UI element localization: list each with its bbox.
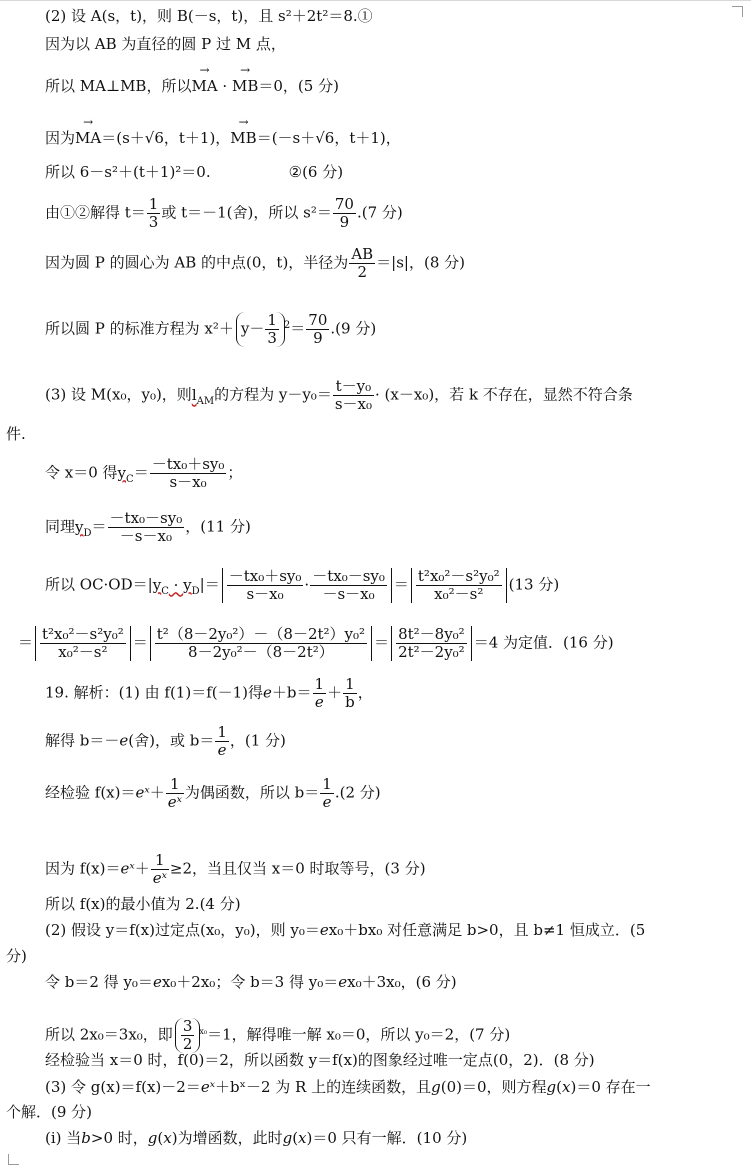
text-segment: x₀＋bx₀ 对任意满足 b>0，且 b≠1 恒成立．(5 <box>328 921 646 939</box>
text-segment: ，(11 分) <box>185 517 251 536</box>
numerator: 1 <box>151 852 169 870</box>
text-segment: y－ <box>240 319 265 338</box>
text-line: (2) 设 A(s，t)，则 B(－s，t)，且 s²＋2t²＝8.① <box>45 7 373 25</box>
text-segment: · <box>304 575 310 594</box>
symbol: x <box>298 1129 307 1147</box>
fraction <box>416 568 502 603</box>
text-segment: ＝ <box>18 633 34 652</box>
text-segment: ＋ <box>327 683 343 702</box>
denominator: 3 <box>267 329 277 347</box>
symbol: e <box>263 683 272 702</box>
text-segment: 因为 <box>45 129 76 147</box>
subscript: D <box>191 585 200 597</box>
numerator: t²x₀²－s²y₀² <box>417 567 500 585</box>
text-segment: ＝1，解得唯一解 x₀＝0，所以 y₀＝2，(7 分) <box>207 1025 511 1044</box>
text-line <box>18 626 614 661</box>
fraction <box>108 510 185 545</box>
text-segment: ＋ <box>149 783 165 802</box>
numerator: 1 <box>166 776 184 794</box>
text-segment: ＋bˣ－2 为 R 上的连续函数，且 <box>215 1078 432 1096</box>
fraction <box>215 724 229 759</box>
text-segment: 令 x＝0 得 <box>45 463 118 482</box>
text-segment: 经检验 f(x)＝ <box>45 783 136 802</box>
text-line: 件. <box>6 425 26 443</box>
text-line <box>45 246 465 281</box>
text-line <box>45 776 381 811</box>
fraction <box>227 568 304 603</box>
text-line <box>45 1077 651 1097</box>
numerator: －tx₀＋sy₀ <box>228 567 302 585</box>
text-line <box>45 568 559 603</box>
text-segment: 因为圆 P 的圆心为 AB 的中点(0，t)，半径为 <box>45 253 349 272</box>
text-line <box>45 510 251 545</box>
text-segment: .(7 分) <box>356 203 403 222</box>
text-segment: |＝ <box>199 575 220 594</box>
text-segment: ； <box>227 463 243 482</box>
underlined-symbol <box>117 463 134 485</box>
text-segment: ＋b＝ <box>271 683 312 702</box>
subscript: D <box>83 527 92 539</box>
text-segment: ＝(s＋√6，t＋1)， <box>101 129 231 147</box>
fraction <box>310 568 387 603</box>
symbol: eˣ <box>120 859 135 878</box>
fraction <box>151 852 169 887</box>
denominator: 8－2y₀²－（8－2t²） <box>188 643 334 661</box>
text-segment: ( <box>157 1129 164 1147</box>
denominator: eˣ <box>152 869 167 887</box>
denominator: 2 <box>182 1035 193 1053</box>
vector-mb: → MB <box>232 76 258 96</box>
symbol: eˣ <box>135 783 150 802</box>
text-segment: >0 时， <box>90 1129 148 1147</box>
fraction <box>150 456 227 491</box>
text-segment: (13 分) <box>508 575 560 594</box>
denominator: 3 <box>148 213 159 231</box>
text-segment: ＝ <box>374 633 390 652</box>
numerator: 1 <box>267 311 277 329</box>
text-line <box>45 724 286 759</box>
text-segment: ＝ <box>91 517 107 536</box>
text-segment: (3) 设 M(x₀，y₀)，则 <box>45 385 192 404</box>
numerator: 8t²－8y₀² <box>398 625 465 643</box>
absolute-value <box>391 626 472 661</box>
text-line: 所以 f(x)的最小值为 2.(4 分) <box>45 895 241 913</box>
text-line <box>45 456 242 491</box>
numerator: 1 <box>322 775 332 793</box>
numerator: t²x₀²－s²y₀² <box>42 625 124 643</box>
text-line: 经检验当 x＝0 时，f(0)＝2，所以函数 y＝f(x)的图象经过唯一定点(0，2)．(8 分) <box>45 1051 595 1069</box>
fraction <box>40 626 126 661</box>
text-segment: · <box>217 77 232 95</box>
numerator: t²（8－2y₀²）－（8－2t²）y₀² <box>156 625 366 643</box>
text-segment: ，(1 分) <box>229 731 286 750</box>
parenthesized-expression <box>175 1018 201 1053</box>
text-segment: ＝0，(5 分) <box>258 77 339 95</box>
text-segment: 由①②解得 t＝ <box>45 203 146 222</box>
text-line <box>45 162 343 182</box>
text-segment: ( <box>556 1078 562 1096</box>
symbol: g <box>431 1078 441 1096</box>
text-segment: x₀＋2x₀；令 b＝3 得 y₀＝ <box>161 973 339 991</box>
text-segment: )＝0 存在一 <box>570 1078 651 1096</box>
page-top-edge <box>0 0 751 1</box>
text-segment: (2) 假设 y＝f(x)过定点(x₀，y₀)，则 y₀＝ <box>45 921 320 939</box>
text-line <box>45 1128 467 1148</box>
fraction <box>333 196 356 231</box>
text-segment: )为增函数，此时 <box>171 1129 283 1147</box>
text-segment: x₀＋3x₀，(6 分) <box>347 973 457 991</box>
symbol: g <box>147 1129 158 1147</box>
text-segment: ②(6 分) <box>288 163 344 181</box>
underlined-symbol <box>75 517 92 539</box>
text-segment: )＝0 只有一解．(10 分) <box>306 1129 468 1147</box>
text-segment: 或 t＝－1(舍)，所以 s²＝ <box>161 203 332 222</box>
denominator: 2 <box>357 263 368 281</box>
text-segment: ＝4 为定值．(16 分) <box>473 633 614 652</box>
text-segment: (3) 令 g(x)＝f(x)－2＝ <box>45 1078 201 1096</box>
text-line: 因为以 AB 为直径的圆 P 过 M 点， <box>45 35 286 53</box>
vector-ma: → MA <box>191 76 217 96</box>
denominator: x₀²－s² <box>434 585 484 603</box>
absolute-value <box>35 626 131 661</box>
denominator: －s－x₀ <box>119 527 172 545</box>
text-segment: 同理 <box>45 517 76 536</box>
text-segment: 所以 2x₀＝3x₀，即 <box>45 1025 173 1044</box>
text-line <box>45 972 457 992</box>
text-segment: ＝|s|，(8 分) <box>376 253 465 272</box>
text-segment: ＝ <box>393 575 409 594</box>
text-line <box>45 378 633 413</box>
numerator: 1 <box>148 195 159 213</box>
symbol: eˣ <box>200 1078 216 1096</box>
absolute-value <box>411 568 507 603</box>
denominator: e <box>314 693 324 711</box>
symbol: x <box>163 1129 172 1147</box>
text-segment: (舍)，或 b＝ <box>128 731 215 750</box>
fraction <box>265 312 279 347</box>
text-line: 分) <box>6 947 27 965</box>
text-line <box>45 196 403 231</box>
symbol: y <box>152 575 162 594</box>
text-segment: 的方程为 y－y₀＝ <box>214 385 332 404</box>
fraction <box>181 1018 195 1053</box>
symbol: g <box>546 1078 557 1096</box>
symbol: b <box>81 1129 91 1147</box>
denominator: b <box>345 693 355 711</box>
text-segment: .(2 分) <box>334 783 381 802</box>
symbol: e <box>152 973 162 991</box>
underlined-symbol <box>152 575 200 597</box>
fraction <box>349 246 375 281</box>
denominator: s－x₀ <box>246 585 284 603</box>
text-segment: (0)＝0，则方程 <box>440 1078 547 1096</box>
text-line <box>45 920 645 940</box>
fraction <box>333 378 374 413</box>
text-segment: 所以 MA⊥MB，所以 <box>45 77 192 95</box>
symbol: l <box>191 385 197 404</box>
subscript: AM <box>196 395 215 407</box>
denominator: 2t²－2y₀² <box>398 643 465 661</box>
text-segment: 所以 6－s²＋(t＋1)²＝0. <box>45 163 211 181</box>
page-corner-mark-bottom <box>8 1154 19 1165</box>
denominator: e <box>322 793 332 811</box>
text-line <box>45 1018 510 1053</box>
text-segment: 为偶函数，所以 b＝ <box>184 783 320 802</box>
text-segment: 所以 OC·OD＝| <box>45 575 153 594</box>
fraction <box>306 312 329 347</box>
text-segment: 19. 解析：(1) 由 f(1)＝f(－1)得 <box>45 683 264 702</box>
underlined-symbol <box>191 385 215 407</box>
numerator: 3 <box>182 1017 193 1035</box>
numerator: t－y₀ <box>333 378 374 396</box>
numerator: 70 <box>334 195 354 213</box>
numerator: 70 <box>308 311 328 329</box>
text-segment: ( <box>292 1129 299 1147</box>
numerator: －tx₀－sy₀ <box>109 509 183 527</box>
fraction <box>166 776 184 811</box>
denominator: s－x₀ <box>334 395 372 413</box>
symbol: e <box>319 921 329 939</box>
denominator: 9 <box>339 213 350 231</box>
text-line <box>45 852 426 887</box>
symbol: g <box>282 1129 293 1147</box>
fraction <box>343 676 357 711</box>
text-segment: ＝(－s＋√6，t＋1)， <box>256 129 401 147</box>
numerator: －tx₀＋sy₀ <box>151 455 225 473</box>
fraction <box>396 626 467 661</box>
subscript: C <box>161 585 169 597</box>
denominator: 9 <box>313 329 323 347</box>
text-segment: 因为 f(x)＝ <box>45 859 121 878</box>
text-segment: ＝ <box>133 463 149 482</box>
vector-mb: → MB <box>230 128 256 148</box>
text-segment: · <box>168 575 184 594</box>
absolute-value <box>150 626 372 661</box>
text-line <box>45 676 373 711</box>
text-segment: ＝ <box>290 319 306 338</box>
numerator: 1 <box>217 723 227 741</box>
symbol: e <box>119 731 129 750</box>
text-segment: ， <box>357 683 373 702</box>
symbol: x <box>562 1078 571 1096</box>
text-segment: .(9 分) <box>330 319 377 338</box>
text-line: 个解．(9 分) <box>6 1103 93 1121</box>
text-segment: (i) 当 <box>45 1129 82 1147</box>
denominator: －s－x₀ <box>322 585 375 603</box>
fraction <box>155 626 367 661</box>
symbol: y <box>117 463 127 482</box>
text-segment: ＋ <box>134 859 150 878</box>
text-segment: 解得 b＝－ <box>45 731 120 750</box>
absolute-value <box>222 568 392 603</box>
text-line <box>45 76 339 96</box>
symbol: y <box>75 517 84 536</box>
text-line <box>45 128 401 148</box>
text-segment: 令 b＝2 得 y₀＝ <box>45 973 153 991</box>
numerator: －tx₀－sy₀ <box>312 567 385 585</box>
fraction <box>313 676 327 711</box>
fraction <box>147 196 161 231</box>
vector-ma: → MA <box>75 128 101 148</box>
symbol: e <box>338 973 348 991</box>
subscript: C <box>126 473 134 485</box>
exponent: x₀ <box>199 1026 208 1036</box>
parenthesized-expression <box>236 312 285 347</box>
denominator: x₀²－s² <box>58 643 108 661</box>
exponent: 2 <box>283 319 291 331</box>
numerator: AB <box>351 245 374 263</box>
text-segment: · (x－x₀)，若 k 不存在，显然不符合条 <box>375 385 633 404</box>
text-line <box>45 312 376 347</box>
numerator: 1 <box>314 675 325 693</box>
denominator: eˣ <box>167 793 182 811</box>
fraction <box>320 776 334 811</box>
text-segment: 所以圆 P 的标准方程为 x²＋ <box>45 319 234 338</box>
text-segment: ≥2，当且仅当 x＝0 时取等号，(3 分) <box>169 859 426 878</box>
symbol: y <box>183 575 192 594</box>
denominator: s－x₀ <box>169 473 207 491</box>
denominator: e <box>217 741 227 759</box>
text-segment: ＝ <box>132 633 148 652</box>
numerator: 1 <box>343 676 357 694</box>
page-corner-mark <box>732 6 743 17</box>
